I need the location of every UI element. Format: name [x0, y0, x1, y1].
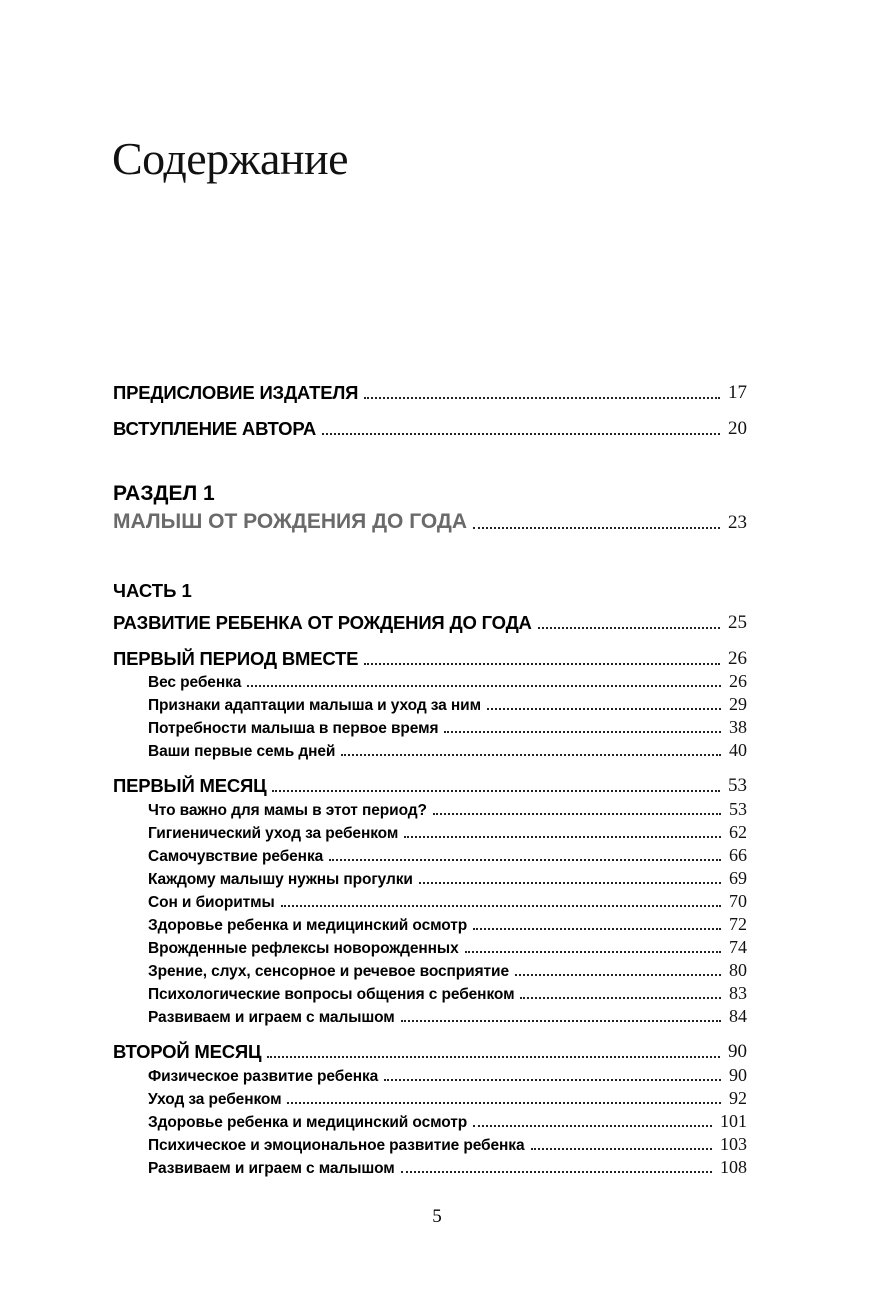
toc-entry-label: ПЕРВЫЙ МЕСЯЦ	[113, 774, 267, 796]
toc-page-number: 29	[729, 694, 747, 714]
toc-subentry[interactable]	[0, 911, 874, 933]
toc-entry-label: Развиваем и играем с малышом	[148, 1008, 395, 1026]
toc-subentry[interactable]	[0, 1131, 874, 1153]
toc-entry-label: Гигиенический уход за ребенком	[148, 824, 399, 842]
toc-entry-label: ПРЕДИСЛОВИЕ ИЗДАТЕЛЯ	[113, 381, 359, 403]
toc-subentry[interactable]	[0, 865, 874, 887]
toc-page-number: 17	[728, 382, 747, 403]
dot-leader	[364, 397, 720, 399]
dot-leader	[473, 527, 720, 529]
toc-subentry[interactable]	[0, 1108, 874, 1130]
toc-subentry[interactable]	[0, 1062, 874, 1084]
toc-subentry[interactable]	[0, 737, 874, 759]
toc-chapter-first-period[interactable]	[0, 646, 874, 668]
toc-entry-author-intro[interactable]	[0, 416, 874, 438]
toc-page-number: 72	[729, 914, 747, 934]
dot-leader	[287, 1102, 721, 1104]
toc-page-number: 53	[729, 799, 747, 819]
dot-leader	[520, 997, 721, 999]
dot-leader	[473, 928, 721, 930]
toc-page-number: 40	[729, 740, 747, 760]
toc-entry-label: ВСТУПЛЕНИЕ АВТОРА	[113, 417, 317, 439]
dot-leader	[419, 882, 721, 884]
toc-page-number: 101	[720, 1111, 747, 1131]
toc-entry-label: Психическое и эмоциональное развитие ребенка	[148, 1136, 525, 1154]
toc-entry-label: Что важно для мамы в этот период?	[148, 801, 427, 819]
dot-leader	[384, 1079, 721, 1081]
toc-page-number: 20	[728, 418, 747, 439]
toc-page-number: 103	[720, 1134, 747, 1154]
toc-page-number: 53	[728, 775, 747, 796]
toc-subentry[interactable]	[0, 714, 874, 736]
toc-entry-label: Развиваем и играем с малышом	[148, 1159, 395, 1177]
toc-entry-label: Зрение, слух, сенсорное и речевое восприятие	[148, 962, 509, 980]
toc-subentry[interactable]	[0, 668, 874, 690]
toc-entry-label: Каждому малышу нужны прогулки	[148, 870, 413, 888]
toc-entry-label: Ваши первые семь дней	[148, 742, 336, 760]
toc-entry-label: Сон и биоритмы	[148, 893, 275, 911]
dot-leader	[322, 433, 720, 435]
toc-entry-part-1[interactable]	[0, 610, 874, 632]
toc-subentry[interactable]	[0, 819, 874, 841]
section-title: МАЛЫШ ОТ РОЖДЕНИЯ ДО ГОДА	[113, 510, 468, 533]
toc-page-number: 80	[729, 960, 747, 980]
toc-entry-label: Вес ребенка	[148, 673, 242, 691]
toc-entry-label: Потребности малыша в первое время	[148, 719, 439, 737]
dot-leader	[465, 951, 721, 953]
toc-page-number: 74	[729, 937, 747, 957]
toc-entry-label: Уход за ребенком	[148, 1090, 282, 1108]
toc-chapter-first-month[interactable]	[0, 773, 874, 795]
toc-subentry[interactable]	[0, 888, 874, 910]
toc-subentry[interactable]	[0, 934, 874, 956]
dot-leader	[444, 731, 721, 733]
toc-entry-label: ВТОРОЙ МЕСЯЦ	[113, 1040, 262, 1062]
toc-page-number: 25	[728, 612, 747, 633]
toc-entry-label: Признаки адаптации малыша и уход за ним	[148, 696, 481, 714]
part-title: РАЗВИТИЕ РЕБЕНКА ОТ РОЖДЕНИЯ ДО ГОДА	[113, 611, 532, 633]
toc-page-number: 69	[729, 868, 747, 888]
dot-leader	[272, 790, 720, 792]
dot-leader	[329, 859, 721, 861]
toc-page-number: 23	[728, 512, 747, 533]
section-heading: РАЗДЕЛ 1	[113, 482, 215, 505]
toc-page-number: 26	[729, 671, 747, 691]
toc-page-number: 90	[729, 1065, 747, 1085]
toc-page-number: 90	[728, 1041, 747, 1062]
dot-leader	[487, 708, 721, 710]
toc-subentry[interactable]	[0, 1154, 874, 1176]
dot-leader	[433, 813, 721, 815]
toc-page-number: 84	[729, 1006, 747, 1026]
toc-subentry[interactable]	[0, 957, 874, 979]
dot-leader	[515, 974, 721, 976]
toc-entry-label: Самочувствие ребенка	[148, 847, 324, 865]
part-heading: ЧАСТЬ 1	[113, 580, 192, 601]
toc-entry-publisher-preface[interactable]	[0, 380, 874, 402]
toc-subentry[interactable]	[0, 842, 874, 864]
dot-leader	[401, 1020, 721, 1022]
toc-entry-label: Здоровье ребенка и медицинский осмотр	[148, 916, 468, 934]
toc-subentry[interactable]	[0, 691, 874, 713]
toc-entry-label: ПЕРВЫЙ ПЕРИОД ВМЕСТЕ	[113, 647, 359, 669]
toc-subentry[interactable]	[0, 1003, 874, 1025]
toc-subentry[interactable]	[0, 1085, 874, 1107]
dot-leader	[538, 627, 720, 629]
page-number: 5	[432, 1206, 442, 1227]
toc-page-number: 62	[729, 822, 747, 842]
toc-page-number: 92	[729, 1088, 747, 1108]
dot-leader	[531, 1148, 713, 1150]
dot-leader	[281, 905, 721, 907]
page-title: Содержание	[112, 133, 349, 184]
toc-entry-section-1[interactable]	[0, 510, 874, 532]
toc-subentry[interactable]	[0, 980, 874, 1002]
toc-entry-label: Врожденные рефлексы новорожденных	[148, 939, 459, 957]
toc-page-number: 108	[720, 1157, 747, 1177]
toc-entry-label: Психологические вопросы общения с ребенком	[148, 985, 515, 1003]
dot-leader	[401, 1171, 712, 1173]
dot-leader	[364, 663, 720, 665]
dot-leader	[404, 836, 721, 838]
dot-leader	[267, 1056, 720, 1058]
dot-leader	[341, 754, 721, 756]
toc-entry-label: Физическое развитие ребенка	[148, 1067, 379, 1085]
toc-entry-label: Здоровье ребенка и медицинский осмотр	[148, 1113, 468, 1131]
dot-leader	[247, 685, 721, 687]
dot-leader	[473, 1125, 712, 1127]
toc-page-number: 66	[729, 845, 747, 865]
toc-page-number: 26	[728, 648, 747, 669]
toc-page-number: 38	[729, 717, 747, 737]
toc-page-number: 70	[729, 891, 747, 911]
toc-page-number: 83	[729, 983, 747, 1003]
toc-subentry[interactable]	[0, 796, 874, 818]
toc-chapter-second-month[interactable]	[0, 1039, 874, 1061]
